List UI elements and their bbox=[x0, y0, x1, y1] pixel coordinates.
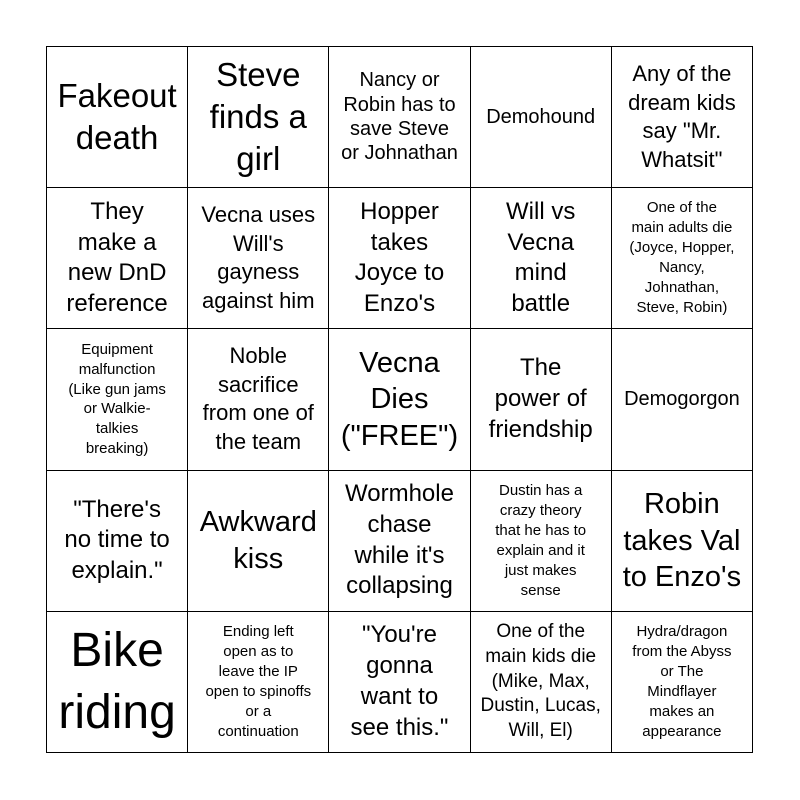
cell-text: One of the main kids die (Mike, Max, Dustin, Lucas, Will, El) bbox=[480, 621, 601, 741]
bingo-cell-2-5[interactable] bbox=[612, 188, 753, 329]
cell-text: Noble sacrifice from one of the team bbox=[202, 343, 314, 455]
cell-text: "There's no time to explain." bbox=[64, 495, 170, 585]
bingo-cell-2-3[interactable] bbox=[329, 188, 470, 329]
bingo-board bbox=[46, 46, 753, 753]
bingo-cell-3-4[interactable] bbox=[471, 329, 612, 470]
cell-text: They make a new DnD reference bbox=[66, 197, 168, 317]
cell-text: Robin takes Val to Enzo's bbox=[622, 488, 742, 593]
bingo-cell-5-4[interactable] bbox=[471, 612, 612, 753]
bingo-cell-5-1[interactable] bbox=[47, 612, 188, 753]
bingo-cell-1-2[interactable] bbox=[188, 47, 329, 188]
bingo-cell-4-4[interactable] bbox=[471, 471, 612, 612]
cell-text: Steve finds a girl bbox=[209, 55, 307, 178]
cell-text: Demogorgon bbox=[624, 388, 740, 411]
bingo-cell-1-3[interactable] bbox=[329, 47, 470, 188]
bingo-cell-3-2[interactable] bbox=[188, 329, 329, 470]
cell-text: The power of friendship bbox=[488, 354, 593, 443]
bingo-cell-3-5[interactable] bbox=[612, 329, 753, 470]
cell-text: Any of the dream kids say "Mr. Whatsit" bbox=[628, 60, 736, 172]
cell-text: Hopper takes Joyce to Enzo's bbox=[354, 197, 445, 317]
bingo-cell-free-space[interactable] bbox=[329, 329, 470, 470]
bingo-cell-5-2[interactable] bbox=[188, 612, 329, 753]
cell-text: Wormhole chase while it's collapsing bbox=[345, 480, 454, 600]
cell-text: Fakeout death bbox=[57, 76, 177, 157]
cell-text: Awkward kiss bbox=[199, 506, 317, 575]
bingo-cell-2-4[interactable] bbox=[471, 188, 612, 329]
bingo-cell-4-5[interactable] bbox=[612, 471, 753, 612]
cell-text: Bike riding bbox=[58, 624, 176, 739]
bingo-cell-4-1[interactable] bbox=[47, 471, 188, 612]
bingo-cell-1-5[interactable] bbox=[612, 47, 753, 188]
cell-text: "You're gonna want to see this." bbox=[350, 621, 449, 741]
bingo-cell-5-5[interactable] bbox=[612, 612, 753, 753]
cell-text: Equipment malfunction (Like gun jams or Walkie- talkies breaking) bbox=[68, 340, 166, 458]
bingo-cell-2-1[interactable] bbox=[47, 188, 188, 329]
bingo-cell-3-1[interactable] bbox=[47, 329, 188, 470]
cell-text: Vecna Dies ("FREE") bbox=[340, 347, 459, 452]
bingo-cell-2-2[interactable] bbox=[188, 188, 329, 329]
cell-text: One of the main adults die (Joyce, Hopper, Nancy, Johnathan, Steve, Robin) bbox=[629, 199, 735, 317]
bingo-cell-4-3[interactable] bbox=[329, 471, 470, 612]
bingo-cell-1-4[interactable] bbox=[471, 47, 612, 188]
bingo-cell-1-1[interactable] bbox=[47, 47, 188, 188]
cell-text: Demohound bbox=[486, 105, 596, 128]
cell-text: Vecna uses Will's gayness against him bbox=[201, 202, 316, 313]
cell-text: Nancy or Robin has to save Steve or Johnathan bbox=[341, 69, 458, 165]
bingo-cell-4-2[interactable] bbox=[188, 471, 329, 612]
bingo-cell-5-3[interactable] bbox=[329, 612, 470, 753]
cell-text: Ending left open as to leave the IP open to spinoffs or a continuation bbox=[205, 623, 312, 740]
cell-text: Dustin has a crazy theory that he has to explain and it just makes sense bbox=[495, 481, 587, 599]
cell-text: Hydra/dragon from the Abyss or The Mindflayer makes an appearance bbox=[632, 623, 732, 740]
cell-text: Will vs Vecna mind battle bbox=[506, 197, 576, 317]
